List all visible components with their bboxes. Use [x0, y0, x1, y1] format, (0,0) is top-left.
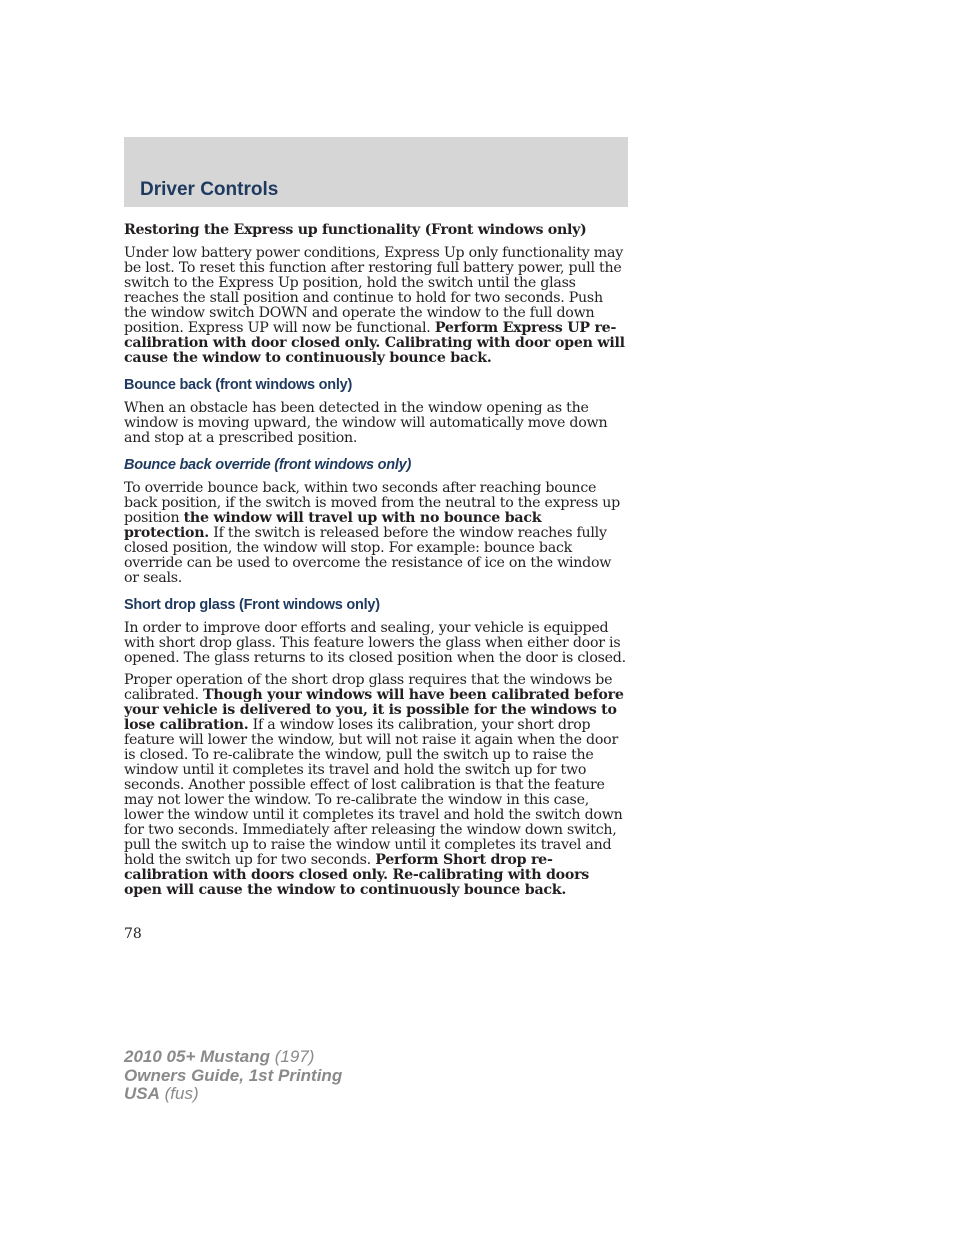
- paragraph-restoring-express-up: Under low battery power conditions, Express Up only functionality may be lost. To reset this function after restoring full battery power, pull the switch to the Express Up position, hold the switch until the glass reaches the stall position and continue to hold for two seconds. Push the window switch DOWN and operate the window to the full down position. Express UP will now be functional. Perform Express UP re-calibration with door closed only. Calibrating with door open will cause the window to continuously bounce back.: [124, 245, 625, 366]
- heading-bounce-back-override: Bounce back override (front windows only): [124, 457, 412, 473]
- note-no-bounce-back-protection: the window will travel up with no bounce back protection.: [124, 510, 542, 541]
- paragraph-short-drop-intro: In order to improve door efforts and sealing, your vehicle is equipped with short drop glass. This feature lowers the glass when either door is opened. The glass returns to its closed position when the door is closed.: [124, 620, 626, 666]
- heading-restoring-express-up: Restoring the Express up functionality (Front windows only): [124, 222, 587, 238]
- document-footer: [124, 1048, 342, 1104]
- section-header-band: [124, 137, 628, 207]
- section-title: Driver Controls: [140, 179, 279, 200]
- paragraph-short-drop-calibration: Proper operation of the short drop glass requires that the windows be calibrated. Though your windows will have been calibrated before your vehicle is delivered to you, it is possible for the windows to lose calibration. If a window loses its calibration, your short drop feature will lower the window, but will not raise it again when the door is closed. To re-calibrate the window, pull the switch up to raise the window until it completes its travel and hold the switch up for two seconds. Another possible effect of lost calibration is that the feature may not lower the window. To re-calibrate the window in this case, lower the window until it completes its travel and hold the switch down for two seconds. Immediately after releasing the window down switch, pull the switch up to raise the window until it completes its travel and hold the switch up for two seconds. Perform Short drop re-calibration with doors closed only. Re-calibrating with doors open will cause the window to continuously bounce back.: [124, 672, 624, 898]
- footer-line-guide: Owners Guide, 1st Printing: [124, 1065, 343, 1085]
- heading-short-drop-glass: Short drop glass (Front windows only): [124, 597, 380, 613]
- page-content: [124, 221, 628, 905]
- footer-line-model: 2010 05+ Mustang (197): [124, 1047, 315, 1066]
- warning-short-drop-calibration: Perform Short drop re-calibration with doors closed only. Re-calibrating with doors open will cause the window to continuously bounce back.: [124, 852, 590, 898]
- heading-bounce-back: Bounce back (front windows only): [124, 377, 353, 393]
- note-lose-calibration: Though your windows will have been calibrated before your vehicle is delivered to you, it is possible for the windows to lose calibration.: [124, 687, 624, 733]
- footer-line-market: USA (fus): [124, 1084, 199, 1103]
- warning-express-up-calibration: Perform Express UP re-calibration with door closed only. Calibrating with door open will cause the window to continuously bounce back.: [124, 320, 625, 366]
- paragraph-bounce-back: When an obstacle has been detected in the window opening as the window is moving upward, the window will automatically move down and stop at a prescribed position.: [124, 400, 608, 446]
- page-number: 78: [124, 926, 142, 942]
- paragraph-bounce-back-override: To override bounce back, within two seconds after reaching bounce back position, if the switch is moved from the neutral to the express up position the window will travel up with no bounce back protection. If the switch is released before the window reaches fully closed position, the window will stop. For example: bounce back override can be used to overcome the resistance of ice on the window or seals.: [124, 480, 620, 586]
